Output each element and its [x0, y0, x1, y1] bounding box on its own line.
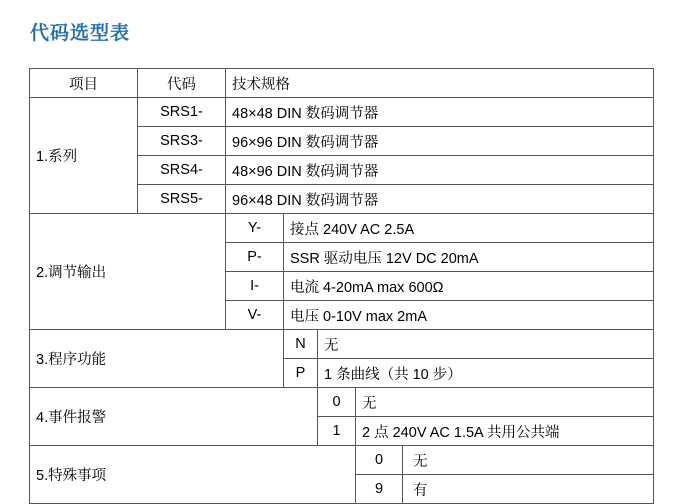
special-row-1: [356, 475, 654, 504]
spec-cell: 有: [403, 475, 654, 503]
spec-cell: 接点 240V AC 2.5A: [284, 214, 654, 243]
table-row: [30, 388, 654, 417]
spec-cell: 无: [403, 446, 654, 474]
spec-cell: 96×96 DIN 数码调节器: [226, 127, 654, 156]
spec-cell: 无: [356, 388, 654, 417]
code-cell: SRS3-: [138, 127, 226, 156]
special-row-0: [356, 446, 654, 475]
code-cell: 9: [356, 475, 403, 503]
spec-cell: 48×48 DIN 数码调节器: [226, 98, 654, 127]
table-row: [30, 330, 654, 359]
table-row: [30, 214, 654, 243]
section-label-special-items: 5.特殊事项: [30, 446, 356, 504]
code-cell: SRS4-: [138, 156, 226, 185]
section-label-event-alarm: 4.事件报警: [30, 388, 318, 446]
section-label-program-function: 3.程序功能: [30, 330, 284, 388]
spec-cell: 96×48 DIN 数码调节器: [226, 185, 654, 214]
code-cell: SRS5-: [138, 185, 226, 214]
header-item: 项目: [30, 69, 138, 98]
page-title: 代码选型表: [30, 23, 131, 44]
code-selection-table-wrapper: [29, 68, 654, 504]
header-code: 代码: [138, 69, 226, 98]
code-selection-table: [29, 68, 654, 504]
spec-cell: 48×96 DIN 数码调节器: [226, 156, 654, 185]
spec-cell: 电流 4-20mA max 600Ω: [284, 272, 654, 301]
spec-cell: 2 点 240V AC 1.5A 共用公共端: [356, 417, 654, 446]
code-cell: Y-: [226, 214, 284, 243]
code-cell: SRS1-: [138, 98, 226, 127]
section-label-control-output: 2.调节输出: [30, 214, 226, 330]
table-row: [30, 446, 654, 475]
table-row: [30, 98, 654, 127]
code-cell: P-: [226, 243, 284, 272]
code-cell: I-: [226, 272, 284, 301]
table-header-row: [30, 69, 654, 98]
code-cell: N: [284, 330, 318, 359]
spec-cell: 1 条曲线（共 10 步）: [318, 359, 654, 388]
code-cell: 0: [356, 446, 403, 474]
spec-cell: 无: [318, 330, 654, 359]
code-cell: V-: [226, 301, 284, 330]
spec-cell: 电压 0-10V max 2mA: [284, 301, 654, 330]
code-cell: P: [284, 359, 318, 388]
section-label-series: 1.系列: [30, 98, 138, 214]
spec-cell: SSR 驱动电压 12V DC 20mA: [284, 243, 654, 272]
code-cell: 1: [318, 417, 356, 446]
code-cell: 0: [318, 388, 356, 417]
header-spec: 技术规格: [226, 69, 654, 98]
